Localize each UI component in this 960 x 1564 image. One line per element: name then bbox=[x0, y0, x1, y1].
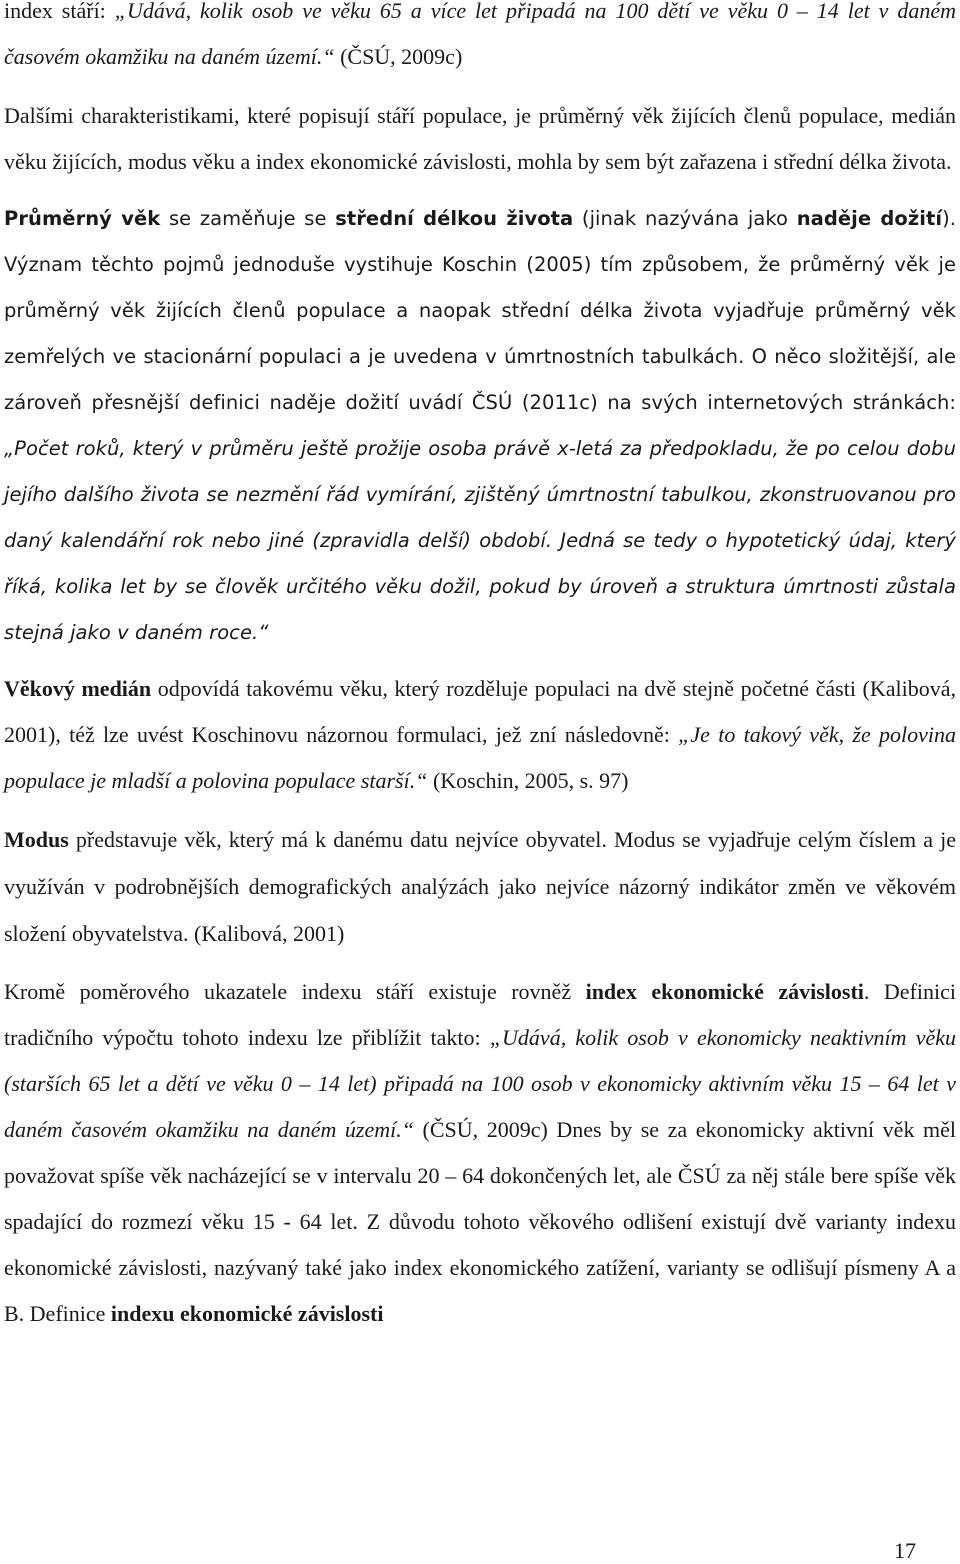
paragraph-index-ekonomicke-zavislosti bbox=[4, 969, 956, 1337]
text-run: (ČSÚ, 2009c) Dnes by se za ekonomicky aktivní věk měl považovat spíše věk nacházející se v intervalu 20 – 64 dokončených let, ale ČSÚ za něj stále bere spíše věk spadající do rozmezí věku 15 - 64 let. Z důvodu tohoto věkového odlišení existují dvě varianty indexu ekonomické závislosti, nazývaný také jako index ekonomického zatížení, varianty se odlišují písmeny A a B. Definice bbox=[4, 1117, 956, 1326]
text-run: (Koschin, 2005, s. 97) bbox=[427, 768, 629, 793]
text-run: Dalšími charakteristikami, které popisují stáří populace, je průměrný věk žijících členů populace, medián věku žijících, modus věku a index ekonomické závislosti, mohla by sem být zařazena i střední délka života. bbox=[4, 103, 956, 174]
text-run: střední délkou života bbox=[335, 207, 574, 230]
text-run: indexu ekonomické závislosti bbox=[110, 1301, 384, 1326]
page-number: 17 bbox=[894, 1538, 916, 1563]
text-run: (jinak nazývána jako bbox=[573, 207, 797, 230]
text-run: se zaměňuje se bbox=[160, 207, 336, 230]
text-run: . Definici tradičního výpočtu tohoto indexu lze přiblížit takto: bbox=[4, 979, 956, 1050]
text-run: Průměrný věk bbox=[4, 207, 161, 230]
text-run: ). Význam těchto pojmů jednoduše vystihuje Koschin (2005) tím způsobem, že průměrný věk je průměrný věk žijících členů populace a naopak střední délka života vyjadřuje průměrný věk zemřelých ve stacionární populaci a je uvedena v úmrtnostních tabulkách. O něco složitější, ale zároveň přesnější definici naděje dožití uvádí ČSÚ (2011c) na svých internetových stránkách: bbox=[4, 207, 957, 414]
text-run: Věkový medián bbox=[4, 676, 152, 701]
text-run: představuje věk, který má k danému datu nejvíce obyvatel. Modus se vyjadřuje celým číslem a je využíván v podrobnějších demografických analýzách jako nejvíce názorný indikátor změn ve věkovém složení obyvatelstva. (Kalibová, 2001) bbox=[4, 827, 956, 946]
paragraph-modus bbox=[4, 816, 956, 957]
text-run: naděje dožití bbox=[796, 207, 943, 230]
text-run: „Udává, kolik osob v ekonomicky neaktivním věku (starších 65 let a dětí ve věku 0 – 14 let) připadá na 100 osob v ekonomicky aktivním věku 15 – 64 let v daném časovém okamžiku na daném území.“ bbox=[4, 1025, 956, 1142]
paragraph-charakteristiky bbox=[4, 93, 956, 185]
text-run: index ekonomické závislosti bbox=[585, 979, 864, 1004]
paragraph-vekovy-median bbox=[4, 666, 956, 804]
text-run: (ČSÚ, 2009c) bbox=[334, 44, 463, 69]
text-run: Modus bbox=[4, 827, 69, 852]
text-run: „Je to takový věk, že polovina populace je mladší a polovina populace starší.“ bbox=[4, 722, 956, 793]
document-page bbox=[4, 0, 956, 1337]
text-run: „Počet roků, který v průměru ještě prožije osoba právě x-letá za předpokladu, že po celou dobu jejího dalšího života se nezmění řád vymírání, zjištěný úmrtnostní tabulkou, zkonstruovanou pro daný kalendářní rok nebo jiné (zpravidla delší) období. Jedná se tedy o hypotetický údaj, který říká, kolika let by se člověk určitého věku dožil, pokud by úroveň a struktura úmrtnosti zůstala stejná jako v daném roce.“ bbox=[4, 437, 956, 644]
text-run: odpovídá takovému věku, který rozděluje populaci na dvě stejně početné části (Kalibová, 2001), též lze uvést Koschinovu názornou formulaci, jež zní následovně: bbox=[4, 676, 956, 747]
paragraph-index-stari bbox=[4, 0, 956, 80]
text-run: Kromě poměrového ukazatele indexu stáří existuje rovněž bbox=[4, 979, 586, 1004]
text-run: index stáří: bbox=[4, 0, 115, 23]
paragraph-prumerny-vek bbox=[4, 196, 956, 656]
text-run: „Udává, kolik osob ve věku 65 a více let připadá na 100 dětí ve věku 0 – 14 let v daném časovém okamžiku na daném území.“ bbox=[4, 0, 956, 69]
